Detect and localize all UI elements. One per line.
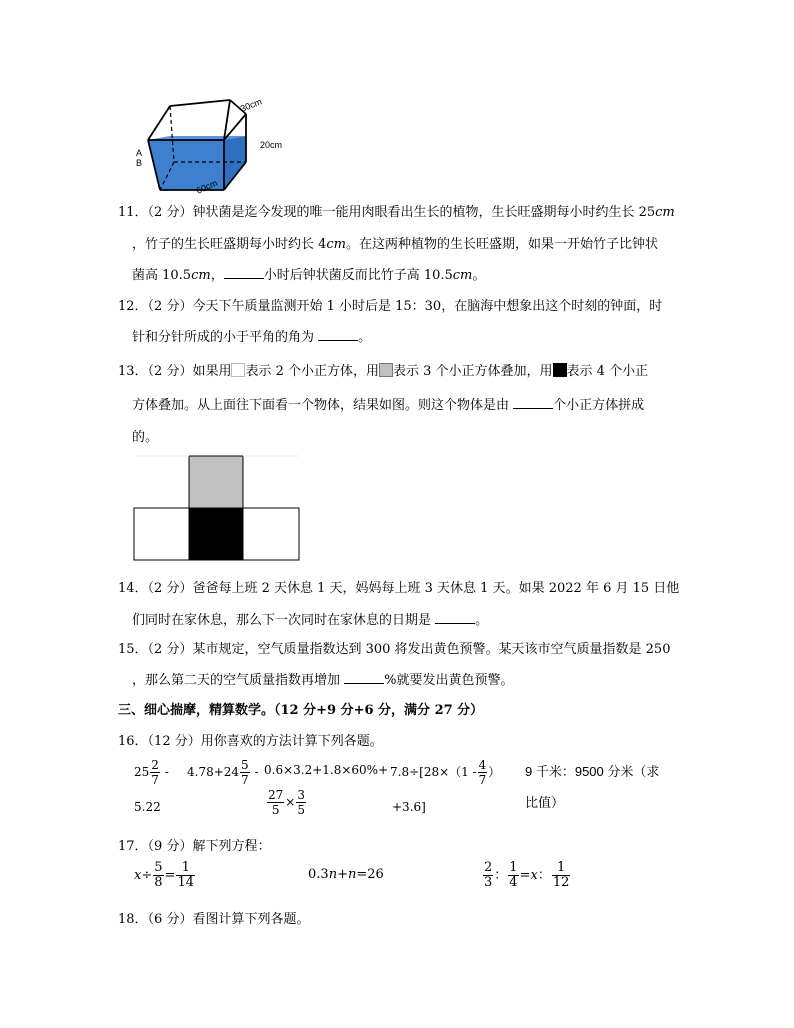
q16-expr-3-line2	[266, 788, 307, 817]
q16-e1-tail: -	[160, 765, 169, 779]
q11-unit-1: cm	[655, 205, 675, 220]
q11-line-3	[132, 264, 485, 283]
q11-text-3b: ，	[210, 268, 224, 283]
q17-eq1-fraction-2	[176, 861, 195, 890]
grid-cell-right-white	[243, 508, 299, 560]
q15-text-2b: %就要发出黄色预警。	[384, 673, 514, 688]
q17-eq1-f1-den: 8	[154, 875, 163, 890]
q15-text-2a: ，那么第二天的空气质量指数再增加	[132, 673, 345, 688]
q17-eq1-div: ÷	[141, 868, 153, 883]
q14-text-1: 14．（2 分）爸爸每上班 2 天休息 1 天，妈妈每上班 3 天休息 1 天。如果 2022 年 6 月 15 日他	[118, 581, 680, 596]
water-side-face	[224, 136, 246, 190]
dim-top-label: 30cm	[239, 96, 264, 114]
q17-equation-2	[308, 867, 384, 882]
q12-line-2	[132, 326, 371, 345]
q13-line-2	[132, 394, 644, 413]
q14-line-1	[118, 577, 679, 596]
section3-heading	[118, 699, 483, 718]
q11-line-1	[118, 201, 675, 220]
q16-expr-5-line2	[525, 792, 564, 811]
q17-eq3-f1-den: 3	[484, 875, 493, 890]
q17-eq2-c: =26	[356, 867, 384, 882]
q16-e4-a: 7.8÷[28×（1 -	[390, 765, 477, 779]
q15-answer-blank[interactable]	[344, 671, 384, 684]
q18-title	[118, 908, 309, 927]
q11-text-3a: 菌高 10.5	[132, 268, 192, 283]
q16-e3-f2-den: 5	[297, 803, 305, 817]
q12-text-2a: 针和分针所成的小于平角的角为	[132, 330, 319, 345]
q17-eq3-fraction-3	[552, 861, 571, 890]
q17-eq3-f3-den: 12	[552, 875, 570, 890]
q13-text-2a: 方体叠加。从上面往下面看一个物体，结果如图。则这个物体是由	[132, 398, 514, 413]
q13-text-1a: 13．（2 分）如果用	[118, 364, 232, 379]
q16-e1-num: 2	[151, 758, 159, 772]
label-b: B	[136, 158, 143, 168]
q16-e3-f1-den: 5	[271, 803, 280, 817]
q17-eq3-fraction-1	[483, 861, 493, 890]
q11-text-3c: 小时后钟状菌反而比竹子高 10.5	[263, 268, 453, 283]
q17-eq3-colon-1: ：	[494, 868, 508, 883]
gray-square-icon	[379, 363, 393, 377]
q11-unit-2: cm	[326, 237, 347, 252]
q16-title-text: 16．（12 分）用你喜欢的方法计算下列各题。	[118, 734, 383, 749]
q13-answer-blank[interactable]	[513, 396, 553, 409]
q16-e5-line2: 比值）	[525, 795, 565, 810]
q17-eq1-fraction-1	[153, 861, 163, 890]
q13-text-2b: 个小正方体拼成	[553, 398, 645, 413]
q17-title-text: 17．（9 分）解下列方程：	[118, 839, 271, 854]
grid-cell-top-gray	[189, 456, 243, 508]
q16-e2-tail: -	[250, 765, 259, 779]
q16-expr-2	[187, 758, 259, 787]
q16-expr-1-line2	[134, 800, 161, 814]
q16-e1-line2: 5.22	[134, 800, 161, 814]
q12-line-1	[118, 295, 662, 314]
q17-eq1-f2-num: 1	[176, 861, 195, 876]
q17-eq3-x: x	[530, 868, 538, 883]
q16-e4-den: 7	[478, 773, 487, 787]
q16-expr-5	[525, 761, 659, 780]
q16-expr-4-line2	[392, 800, 426, 814]
cuboid-tank-figure	[130, 92, 300, 196]
q17-eq3-f3-num: 1	[552, 861, 571, 876]
dim-bottom-label: 60cm	[194, 177, 219, 196]
q15-line-2	[132, 669, 514, 688]
q17-equation-1	[134, 861, 196, 890]
q17-eq3-f2-den: 4	[509, 875, 518, 890]
q17-eq2-n2: n	[347, 867, 357, 882]
q16-e1-int: 25	[134, 765, 150, 779]
q16-e5-line1: 9 千米：9500 分米（求	[525, 764, 660, 779]
q12-text-2b: 。	[358, 330, 372, 345]
q13-line-1	[118, 360, 648, 379]
q17-eq3-eq: =	[519, 868, 531, 883]
q16-e4-line2: +3.6]	[392, 800, 426, 814]
q17-eq1-f1-num: 5	[154, 860, 163, 875]
q17-eq1-f2-den: 14	[177, 875, 194, 890]
q12-answer-blank[interactable]	[318, 328, 358, 341]
q14-answer-blank[interactable]	[435, 611, 475, 624]
q14-text-2a: 们同时在家休息，那么下一次同时在家休息的日期是	[132, 613, 436, 628]
q17-eq3-fraction-2	[508, 861, 518, 890]
q16-expr-3	[264, 763, 388, 777]
black-square-icon	[553, 363, 567, 377]
q11-text-2a: ，竹子的生长旺盛期每小时约长 4	[132, 237, 327, 252]
q11-answer-blank[interactable]	[224, 266, 264, 279]
q16-expr-4	[390, 758, 500, 787]
q11-text-2b: 。在这两种植物的生长旺盛期，如果一开始竹子比钟状	[346, 237, 659, 252]
q14-text-2b: 。	[475, 613, 489, 628]
q13-text-1b: 表示 2 个小正方体，用	[245, 364, 379, 379]
q17-title	[118, 835, 270, 854]
q17-eq2-a: 0.3	[308, 867, 329, 882]
q16-e3-line1: 0.6×3.2+1.8×60%+	[264, 763, 389, 777]
q17-equation-3	[482, 861, 571, 890]
q16-e3-f2-num: 3	[297, 788, 305, 802]
q16-e2-num: 5	[241, 758, 249, 772]
q16-e3-fraction-2	[296, 788, 306, 817]
q17-eq1-eq: =	[164, 868, 176, 883]
grid-cell-left-white	[134, 508, 189, 560]
q16-e1-den: 7	[151, 773, 159, 787]
q11-line-2	[132, 233, 658, 252]
q14-line-2	[132, 609, 488, 628]
q11-unit-3a: cm	[191, 268, 211, 283]
q18-title-text: 18．（6 分）看图计算下列各题。	[118, 912, 310, 927]
top-view-grid-figure	[133, 455, 301, 561]
q16-e1-fraction	[150, 758, 160, 787]
q16-title	[118, 730, 383, 749]
q16-e4-num: 4	[478, 758, 487, 772]
q17-eq3-colon-2: ：	[537, 868, 551, 883]
q16-e3-f1-num: 27	[268, 788, 284, 802]
q11-text-1: 11．（2 分）钟状菌是迄今发现的唯一能用肉眼看出生长的植物，生长旺盛期每小时约生长 25	[118, 205, 656, 220]
q16-e4-b: ）	[488, 765, 501, 779]
q16-e2-fraction	[240, 758, 250, 787]
q17-eq3-f2-num: 1	[509, 860, 518, 875]
q17-eq3-f1-num: 2	[484, 860, 493, 875]
q16-e4-fraction	[478, 758, 488, 787]
white-square-icon	[231, 363, 245, 377]
q17-eq2-b: +	[337, 867, 348, 882]
q12-text-1: 12．（2 分）今天下午质量监测开始 1 小时后是 15：30，在脑海中想象出这个时刻的钟面，时	[118, 299, 663, 314]
q15-text-1: 15．（2 分）某市规定，空气质量指数达到 300 将发出黄色预警。某天该市空气质量指数是 250	[118, 642, 671, 657]
q16-e3-times: ×	[285, 795, 296, 809]
q16-e3-fraction-1	[267, 788, 284, 817]
label-a: A	[136, 148, 143, 158]
q16-e2-a: 4.78+24	[187, 765, 240, 779]
q17-eq2-n1: n	[328, 867, 338, 882]
q11-text-3d: 。	[472, 268, 486, 283]
q15-line-1	[118, 638, 670, 657]
q17-eq1-x: x	[134, 868, 142, 883]
q13-text-1c: 表示 3 个小正方体叠加，用	[393, 364, 553, 379]
q16-e2-den: 7	[241, 773, 249, 787]
q13-text-1d: 表示 4 个小正	[566, 364, 649, 379]
q13-line-3	[132, 426, 158, 445]
q13-text-3: 的。	[132, 430, 159, 445]
q11-unit-3b: cm	[452, 268, 473, 283]
section3-heading-text: 三、细心揣摩，精算数学。（12 分+9 分+6 分，满分 27 分）	[118, 703, 484, 718]
dim-side-label: 20cm	[260, 140, 283, 150]
grid-cell-center-black	[189, 508, 243, 560]
q16-expr-1	[134, 758, 169, 787]
